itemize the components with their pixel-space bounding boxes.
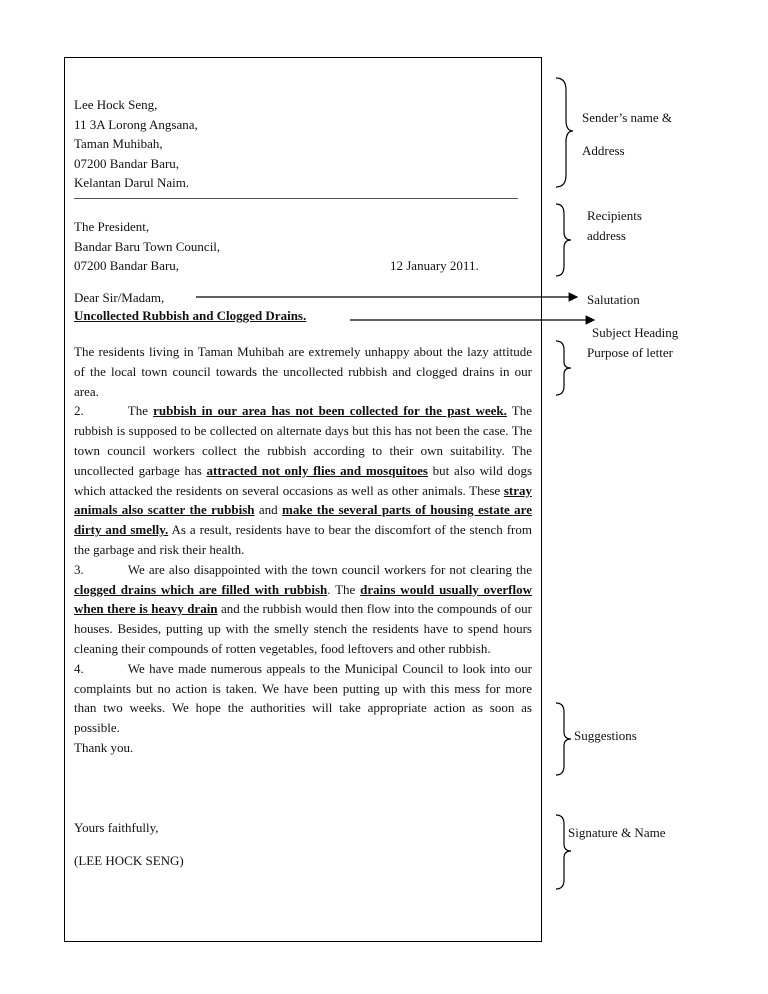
salutation-text: Dear Sir/Madam, bbox=[74, 290, 165, 305]
sender-address-line: 11 3A Lorong Angsana, bbox=[74, 116, 198, 132]
brace-purpose bbox=[556, 341, 571, 395]
annotation-recipient-1: Recipients bbox=[587, 208, 642, 223]
emphasis-text: stray animals also scatter the rubbish bbox=[74, 482, 532, 518]
annotation-sender-1: Sender’s name & bbox=[582, 110, 673, 125]
sender-address-line: Taman Muhibah, bbox=[74, 136, 163, 151]
paragraph-number: 2. bbox=[74, 403, 84, 419]
text-run: . The bbox=[327, 581, 361, 597]
annotation-purpose: Purpose of letter bbox=[587, 345, 673, 360]
closing-text: Yours faithfully, bbox=[74, 820, 159, 835]
sender-address-line: Kelantan Darul Naim. bbox=[74, 175, 190, 190]
text-run: The bbox=[127, 403, 154, 419]
recipient-line: Bandar Baru Town Council, bbox=[74, 238, 221, 254]
thanks-line: Thank you. bbox=[74, 739, 134, 755]
annotation-signature: Signature & Name bbox=[568, 825, 666, 840]
emphasis-text: clogged drains which are filled with rubbish bbox=[74, 581, 328, 597]
annotation-recipient-2: address bbox=[587, 228, 626, 243]
text-run: We have made numerous appeals to the Municipal Council to look into our complaints but no action is taken. We have been putting up with this mess for more than two weeks. We hope the authorities will take appropriate action as soon as possible. bbox=[74, 660, 532, 736]
text-run: As a result, residents have to bear the discomfort of the stench from the garbage and risk their health. bbox=[74, 522, 532, 557]
signature-name: (LEE HOCK SENG) bbox=[74, 853, 184, 868]
emphasis-text: make the several parts of housing estate are dirty and smelly. bbox=[74, 502, 532, 538]
brace-signature bbox=[556, 815, 571, 889]
annotation-subject: Subject Heading bbox=[592, 325, 679, 340]
recipient-line: The President, bbox=[74, 219, 150, 234]
annotation-salutation: Salutation bbox=[587, 292, 640, 307]
annotation-suggestions: Suggestions bbox=[574, 728, 637, 743]
text-run: and the rubbish would then flow into the compounds of our houses. Besides, putting up with the smelly stench the residents have to spend hours cleaning their compounds of rotten vegetables, food leftovers and other rubbish. bbox=[74, 601, 532, 656]
paragraph-number: 3. bbox=[74, 561, 84, 577]
emphasis-text: attracted not only flies and mosquitoes bbox=[206, 462, 428, 478]
paragraph-1: The residents living in Taman Muhibah are extremely unhappy about the lazy attitude of the local town council towards the uncollected rubbish and clogged drains in our area. bbox=[74, 344, 532, 399]
letter-date: 12 January 2011. bbox=[390, 258, 479, 273]
brace-sender bbox=[556, 78, 573, 187]
sender-name: Lee Hock Seng, bbox=[74, 97, 158, 112]
brace-recipient bbox=[556, 204, 571, 276]
emphasis-text: rubbish in our area has not been collected for the past week. bbox=[153, 403, 507, 419]
emphasis-text: drains would usually overflow when there is heavy drain bbox=[74, 581, 532, 617]
brace-suggestions bbox=[556, 703, 571, 775]
recipient-line: 07200 Bandar Baru, bbox=[74, 258, 180, 273]
paragraph-number: 4. bbox=[74, 660, 84, 676]
text-run: We are also disappointed with the town council workers for not clearing the bbox=[127, 561, 532, 577]
subject-heading: Uncollected Rubbish and Clogged Drains. bbox=[74, 308, 307, 323]
annotation-sender-2: Address bbox=[582, 143, 625, 158]
sender-address-line: 07200 Bandar Baru, bbox=[74, 155, 180, 171]
text-run: but also wild dogs which attacked the residents on several occasions as well as other animals. These bbox=[74, 462, 533, 498]
text-run: and bbox=[254, 502, 283, 518]
text-run: The rubbish is supposed to be collected on alternate days but this has not been the case. The town council workers collect the rubbish according to their own suitability. The uncollected garbage has bbox=[74, 403, 532, 478]
